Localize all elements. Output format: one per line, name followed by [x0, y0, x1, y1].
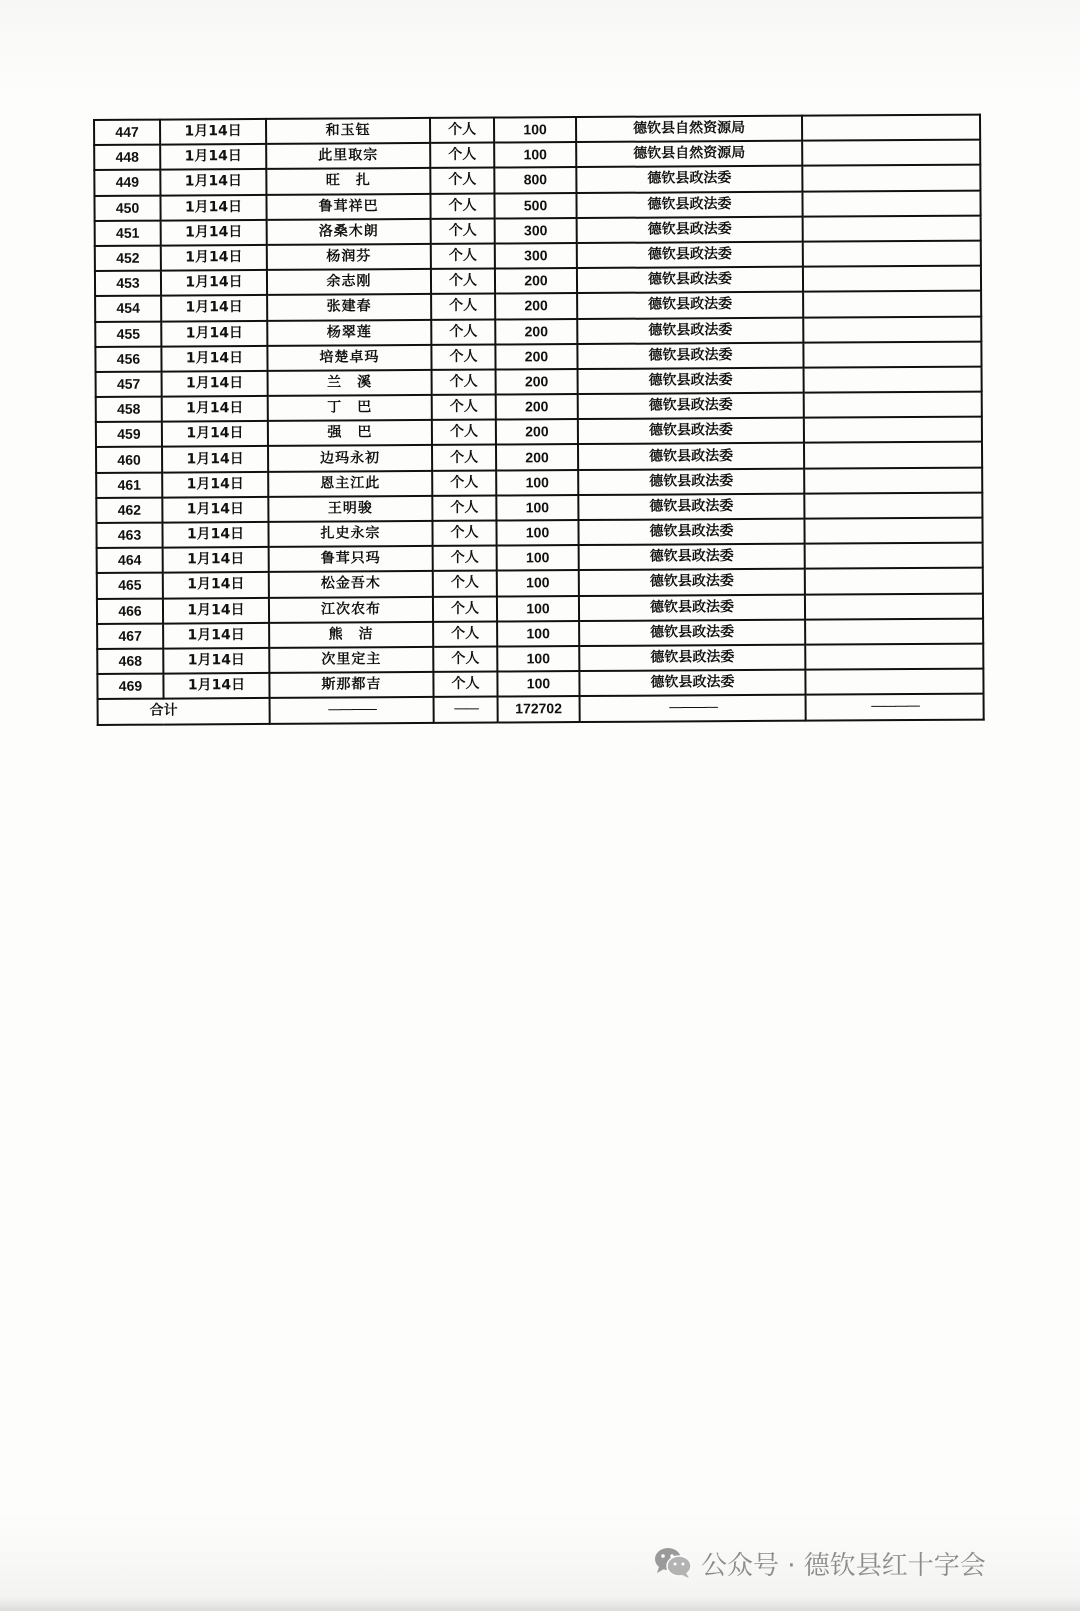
cell-note — [802, 140, 980, 166]
cell-type: 个人 — [433, 621, 497, 647]
cell-org: 德钦县自然资源局 — [576, 141, 802, 168]
cell-org: 德钦县政法委 — [577, 242, 803, 269]
cell-name: 杨润芬 — [267, 244, 431, 270]
wechat-icon — [653, 1545, 693, 1581]
cell-amount: 100 — [496, 520, 578, 546]
total-label: 合计 — [98, 698, 270, 724]
cell-amount: 200 — [495, 268, 577, 294]
cell-no: 455 — [95, 321, 161, 347]
cell-name: 张建春 — [267, 294, 431, 320]
cell-amount: 100 — [497, 621, 579, 647]
cell-date: 1月14日 — [163, 623, 269, 649]
cell-date: 1月14日 — [162, 371, 268, 397]
cell-no: 452 — [95, 246, 161, 272]
cell-name: 培楚卓玛 — [267, 345, 431, 371]
total-row — [98, 694, 984, 725]
cell-note — [803, 341, 981, 367]
watermark — [653, 1542, 986, 1584]
cell-type: 个人 — [433, 672, 497, 698]
cell-note — [804, 392, 982, 418]
cell-org: 德钦县政法委 — [577, 317, 803, 344]
cell-note — [804, 442, 982, 468]
cell-name: 熊 洁 — [269, 622, 433, 648]
cell-date: 1月14日 — [162, 446, 268, 472]
cell-no: 454 — [95, 296, 161, 322]
cell-note — [805, 618, 983, 644]
cell-amount: 100 — [496, 495, 578, 521]
cell-type: 个人 — [431, 243, 495, 269]
cell-name: 次里定主 — [269, 647, 433, 673]
cell-org: 德钦县政法委 — [578, 519, 804, 546]
cell-name: 洛桑木朗 — [267, 219, 431, 245]
cell-date: 1月14日 — [161, 320, 267, 346]
cell-name: 江次农布 — [269, 596, 433, 622]
cell-name: 王明骏 — [268, 496, 432, 522]
cell-type: 个人 — [432, 420, 496, 446]
cell-amount: 200 — [495, 293, 577, 319]
cell-amount: 200 — [496, 369, 578, 395]
cell-amount: 100 — [497, 646, 579, 672]
cell-amount: 100 — [496, 470, 578, 496]
cell-date: 1月14日 — [160, 119, 266, 145]
cell-no: 463 — [96, 523, 162, 549]
cell-note — [804, 417, 982, 443]
cell-no: 465 — [97, 573, 163, 599]
cell-note — [803, 215, 981, 241]
cell-date: 1月14日 — [160, 169, 266, 195]
cell-no: 467 — [97, 623, 163, 649]
table-body — [94, 115, 984, 700]
cell-note — [804, 467, 982, 493]
cell-amount: 200 — [495, 319, 577, 345]
cell-org: 德钦县政法委 — [579, 645, 805, 672]
cell-type: 个人 — [432, 445, 496, 471]
cell-no: 469 — [97, 674, 163, 700]
cell-type: 个人 — [430, 168, 494, 194]
cell-note — [803, 266, 981, 292]
cell-note — [803, 316, 981, 342]
cell-org: 德钦县政法委 — [579, 619, 805, 646]
cell-date: 1月14日 — [163, 547, 269, 573]
cell-type: 个人 — [431, 319, 495, 345]
cell-amount: 100 — [494, 142, 576, 168]
cell-date: 1月14日 — [163, 673, 269, 699]
cell-name: 边玛永初 — [268, 445, 432, 471]
cell-note — [803, 291, 981, 317]
cell-org: 德钦县政法委 — [578, 468, 804, 495]
cell-no: 450 — [94, 195, 160, 221]
cell-org: 德钦县政法委 — [578, 493, 804, 520]
cell-type: 个人 — [430, 143, 494, 169]
donation-table — [93, 114, 985, 726]
watermark-text: 公众号 · 德钦县红十字会 — [701, 1550, 986, 1581]
cell-name: 鲁茸只玛 — [269, 546, 433, 572]
cell-date: 1月14日 — [163, 597, 269, 623]
cell-amount: 100 — [497, 545, 579, 571]
cell-type: 个人 — [433, 571, 497, 597]
cell-amount: 200 — [496, 444, 578, 470]
cell-date: 1月14日 — [162, 522, 268, 548]
cell-date: 1月14日 — [160, 195, 266, 221]
cell-note — [804, 518, 982, 544]
cell-note — [802, 190, 980, 216]
cell-no: 456 — [95, 346, 161, 372]
cell-date: 1月14日 — [161, 346, 267, 372]
cell-amount: 100 — [497, 570, 579, 596]
cell-name: 鲁茸祥巴 — [266, 194, 430, 220]
cell-org: 德钦县政法委 — [579, 670, 805, 697]
cell-name: 强 巴 — [268, 420, 432, 446]
cell-note — [802, 165, 980, 191]
cell-no: 457 — [96, 371, 162, 397]
cell-no: 461 — [96, 472, 162, 498]
cell-note — [803, 241, 981, 267]
cell-org: 德钦县政法委 — [577, 292, 803, 319]
cell-amount: 200 — [496, 394, 578, 420]
cell-type: 个人 — [431, 344, 495, 370]
cell-type: 个人 — [433, 596, 497, 622]
total-name-dash: ———— — [270, 697, 434, 723]
cell-amount: 800 — [494, 167, 576, 193]
cell-no: 447 — [94, 120, 160, 146]
total-org-dash: ———— — [580, 695, 806, 722]
cell-no: 459 — [96, 422, 162, 448]
cell-org: 德钦县政法委 — [578, 418, 804, 445]
cell-type: 个人 — [432, 495, 496, 521]
total-note-dash: ———— — [806, 694, 984, 720]
cell-name: 旺 扎 — [266, 168, 430, 194]
cell-name: 斯那都吉 — [269, 672, 433, 698]
cell-amount: 300 — [495, 218, 577, 244]
cell-no: 449 — [94, 170, 160, 196]
donation-table-wrapper — [93, 114, 983, 726]
cell-amount: 100 — [497, 671, 579, 697]
cell-name: 扎史永宗 — [268, 521, 432, 547]
cell-no: 458 — [96, 397, 162, 423]
cell-org: 德钦县政法委 — [579, 544, 805, 571]
cell-no: 453 — [95, 271, 161, 297]
cell-note — [804, 492, 982, 518]
cell-date: 1月14日 — [162, 421, 268, 447]
cell-note — [805, 593, 983, 619]
cell-type: 个人 — [431, 218, 495, 244]
cell-type: 个人 — [433, 546, 497, 572]
cell-note — [805, 669, 983, 695]
cell-name: 杨翠莲 — [267, 319, 431, 345]
cell-name: 丁 巴 — [268, 395, 432, 421]
cell-org: 德钦县政法委 — [577, 267, 803, 294]
cell-org: 德钦县政法委 — [578, 443, 804, 470]
cell-org: 德钦县政法委 — [577, 342, 803, 369]
cell-name: 兰 溪 — [268, 370, 432, 396]
cell-org: 德钦县政法委 — [578, 393, 804, 420]
cell-date: 1月14日 — [163, 572, 269, 598]
cell-no: 468 — [97, 649, 163, 675]
cell-type: 个人 — [431, 269, 495, 295]
cell-org: 德钦县政法委 — [578, 368, 804, 395]
cell-name: 恩主江此 — [268, 471, 432, 497]
cell-no: 448 — [94, 145, 160, 171]
cell-no: 460 — [96, 447, 162, 473]
cell-type: 个人 — [432, 470, 496, 496]
cell-org: 德钦县政法委 — [579, 569, 805, 596]
cell-amount: 500 — [494, 193, 576, 219]
cell-type: 个人 — [430, 118, 494, 144]
cell-amount: 100 — [497, 596, 579, 622]
cell-date: 1月14日 — [162, 497, 268, 523]
cell-date: 1月14日 — [161, 270, 267, 296]
cell-date: 1月14日 — [162, 396, 268, 422]
cell-type: 个人 — [432, 395, 496, 421]
cell-no: 464 — [97, 548, 163, 574]
cell-org: 德钦县政法委 — [579, 594, 805, 621]
cell-org: 德钦县自然资源局 — [576, 116, 802, 143]
cell-amount: 200 — [496, 419, 578, 445]
cell-no: 451 — [95, 220, 161, 246]
cell-org: 德钦县政法委 — [576, 166, 802, 193]
cell-org: 德钦县政法委 — [577, 216, 803, 243]
cell-date: 1月14日 — [161, 220, 267, 246]
cell-org: 德钦县政法委 — [576, 191, 802, 218]
cell-type: 个人 — [430, 193, 494, 219]
cell-amount: 300 — [495, 243, 577, 269]
cell-date: 1月14日 — [161, 245, 267, 271]
cell-name: 松金吾木 — [269, 571, 433, 597]
cell-note — [804, 366, 982, 392]
scan-bottom-edge — [0, 1597, 1080, 1611]
cell-name: 和玉钰 — [266, 118, 430, 144]
cell-name: 余志刚 — [267, 269, 431, 295]
cell-date: 1月14日 — [162, 472, 268, 498]
cell-no: 466 — [97, 598, 163, 624]
cell-date: 1月14日 — [161, 295, 267, 321]
cell-no: 462 — [96, 497, 162, 523]
cell-note — [805, 568, 983, 594]
total-amount: 172702 — [498, 696, 580, 722]
cell-type: 个人 — [432, 369, 496, 395]
cell-amount: 100 — [494, 117, 576, 143]
cell-note — [805, 644, 983, 670]
cell-date: 1月14日 — [163, 648, 269, 674]
cell-type: 个人 — [431, 294, 495, 320]
cell-amount: 200 — [495, 344, 577, 370]
cell-date: 1月14日 — [160, 144, 266, 170]
cell-note — [805, 543, 983, 569]
cell-note — [802, 115, 980, 141]
total-type-dash: —— — [434, 697, 498, 723]
cell-name: 此里取宗 — [266, 143, 430, 169]
cell-type: 个人 — [432, 521, 496, 547]
cell-type: 个人 — [433, 646, 497, 672]
